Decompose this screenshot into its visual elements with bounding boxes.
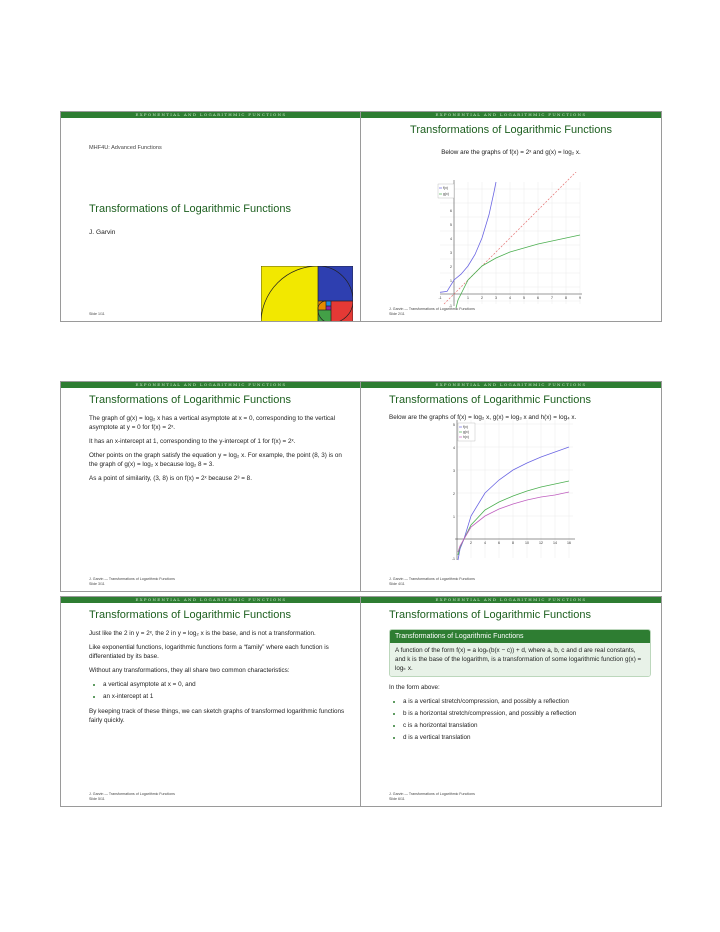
svg-text:6: 6 [498,541,500,545]
svg-text:5: 5 [523,296,525,300]
slide-footer [89,312,105,317]
svg-text:4: 4 [453,446,455,450]
paragraph: It has an x-intercept at 1, corresponding to the y-intercept of 1 for f(x) = 2ˣ. [89,438,296,445]
bullet-list [89,680,351,701]
svg-text:2: 2 [453,492,455,496]
y-tick-labels [452,423,455,561]
slide-number: Slide 5/11 [89,797,105,801]
slide-body [89,629,351,730]
slide-header-bar: EXPONENTIAL AND LOGARITHMIC FUNCTIONS [361,597,661,603]
svg-text:7: 7 [551,296,553,300]
svg-text:3: 3 [453,469,455,473]
golden-ratio-logo [261,266,353,322]
legend-label-f: f(x) [443,186,448,191]
slide-header-bar: EXPONENTIAL AND LOGARITHMIC FUNCTIONS [61,597,361,603]
paragraph: Other points on the graph satisfy the equation y = log₂ x. For example, the point (8, 3) is on the graph of g(x) = log₂ x because log₂ 8 = 3. [89,452,342,468]
graph-log-bases [439,416,579,561]
list-item: • d is a vertical translation [403,733,651,742]
definition-box-title: Transformations of Logarithmic Functions [390,630,650,643]
slide-6 [360,596,662,807]
slide-number: Slide 1/11 [89,312,105,316]
slide-footer [389,792,475,802]
legend-label-g: g(x) [463,430,469,435]
svg-text:3: 3 [450,251,452,255]
list-item: • c is a horizontal translation [403,721,651,730]
slide-number: Slide 6/11 [389,797,405,801]
svg-text:8: 8 [512,541,514,545]
svg-text:1: 1 [450,279,452,283]
slide-header-bar: EXPONENTIAL AND LOGARITHMIC FUNCTIONS [61,382,361,388]
slide-footer [89,792,175,802]
svg-text:2: 2 [470,541,472,545]
slide-3 [60,381,362,592]
slide-text: Below are the graphs of f(x) = 2ˣ and g(x) = log₂ x. [441,149,581,156]
author: J. Garvin [89,229,116,236]
svg-text:10: 10 [525,541,529,545]
slide-title: Transformations of Logarithmic Functions [389,609,591,621]
list-item: • b is a horizontal stretch/compression, and possibly a reflection [403,709,651,718]
x-tick-labels [470,541,571,545]
legend-label-f: f(x) [463,425,468,430]
graph-exp-log [434,172,584,312]
svg-text:6: 6 [450,209,452,213]
slide-footer [89,577,175,587]
slide-title: Transformations of Logarithmic Functions [389,394,591,406]
list-item: • a vertical asymptote at x = 0, and [103,680,351,689]
bullet-list [389,697,651,742]
list-item: • an x-intercept at 1 [103,692,351,701]
slide-title: Transformations of Logarithmic Functions [89,394,291,406]
svg-text:1: 1 [467,296,469,300]
curve-g-log [456,235,580,308]
slide-5 [60,596,362,807]
footer-text: J. Garvin — Transformations of Logarithmic Functions [89,792,175,796]
svg-text:-1: -1 [451,557,455,561]
slide-body [389,629,651,748]
svg-text:9: 9 [579,296,581,300]
svg-text:8: 8 [565,296,567,300]
slide-header-bar: EXPONENTIAL AND LOGARITHMIC FUNCTIONS [61,112,361,118]
paragraph: Just like the 2 in y = 2ˣ, the 2 in y = log₂ x is the base, and is not a transformation. [89,630,316,637]
presentation-title: Transformations of Logarithmic Functions [89,203,291,215]
svg-text:16: 16 [567,541,571,545]
svg-text:4: 4 [509,296,511,300]
paragraph: As a point of similarity, (3, 8) is on f(x) = 2ˣ because 2³ = 8. [89,475,252,482]
svg-text:12: 12 [539,541,543,545]
definition-box [389,629,651,677]
grid [440,182,580,304]
identity-line [444,172,580,304]
slide-number: Slide 4/11 [389,582,405,586]
svg-text:2: 2 [450,265,452,269]
paragraph: In the form above: [389,684,440,691]
svg-text:4: 4 [450,237,452,241]
slide-body [89,414,351,488]
footer-text: J. Garvin — Transformations of Logarithmic Functions [389,792,475,796]
paragraph: By keeping track of these things, we can sketch graphs of transformed logarithmic functions fairly quickly. [89,708,345,724]
slide-footer [389,577,475,587]
slide-header-bar: EXPONENTIAL AND LOGARITHMIC FUNCTIONS [361,112,661,118]
footer-text: J. Garvin — Transformations of Logarithmic Functions [389,307,475,311]
legend [458,423,475,441]
legend-label-g: g(x) [443,192,449,197]
slide-text: Below are the graphs of f(x) = log₂ x, g(x) = log₃ x and h(x) = log₄ x. [389,414,577,421]
svg-text:5: 5 [450,223,452,227]
svg-text:1: 1 [453,515,455,519]
slide-2 [360,111,662,322]
list-item: • a is a vertical stretch/compression, and possibly a reflection [403,697,651,706]
paragraph: Like exponential functions, logarithmic functions form a “family” where each function is differentiated by its base. [89,644,329,660]
svg-text:2: 2 [481,296,483,300]
slide-title: Transformations of Logarithmic Functions [89,609,291,621]
svg-text:4: 4 [484,541,486,545]
paragraph: Without any transformations, they all share two common characteristics: [89,667,290,674]
slide-header-bar: EXPONENTIAL AND LOGARITHMIC FUNCTIONS [361,382,661,388]
legend-label-h: h(x) [463,435,469,440]
slide-number: Slide 2/11 [389,312,405,316]
svg-text:3: 3 [495,296,497,300]
svg-text:-1: -1 [448,304,452,308]
svg-text:6: 6 [537,296,539,300]
slide-number: Slide 3/11 [89,582,105,586]
paragraph: The graph of g(x) = log₂ x has a vertical asymptote at x = 0, corresponding to the vertical asymptote at y = 0 for f(x) = 2ˣ. [89,415,336,431]
definition-box-text: A function of the form f(x) = a logₖ(b(x − c)) + d, where a, b, c and d are real constants, and k is the base of the logarithm, is a transformation of some logarithmic function g(x) = logₖ x. [390,643,650,676]
y-tick-labels [449,195,452,308]
legend [438,184,454,198]
svg-text:-1: -1 [438,296,442,300]
svg-text:14: 14 [553,541,557,545]
footer-text: J. Garvin — Transformations of Logarithmic Functions [389,577,475,581]
svg-text:5: 5 [453,423,455,427]
slide-footer [389,307,475,317]
footer-text: J. Garvin — Transformations of Logarithmic Functions [89,577,175,581]
slide-1 [60,111,362,322]
course-label: MHF4U: Advanced Functions [89,145,162,151]
slide-title: Transformations of Logarithmic Functions [410,124,612,136]
slide-4 [360,381,662,592]
